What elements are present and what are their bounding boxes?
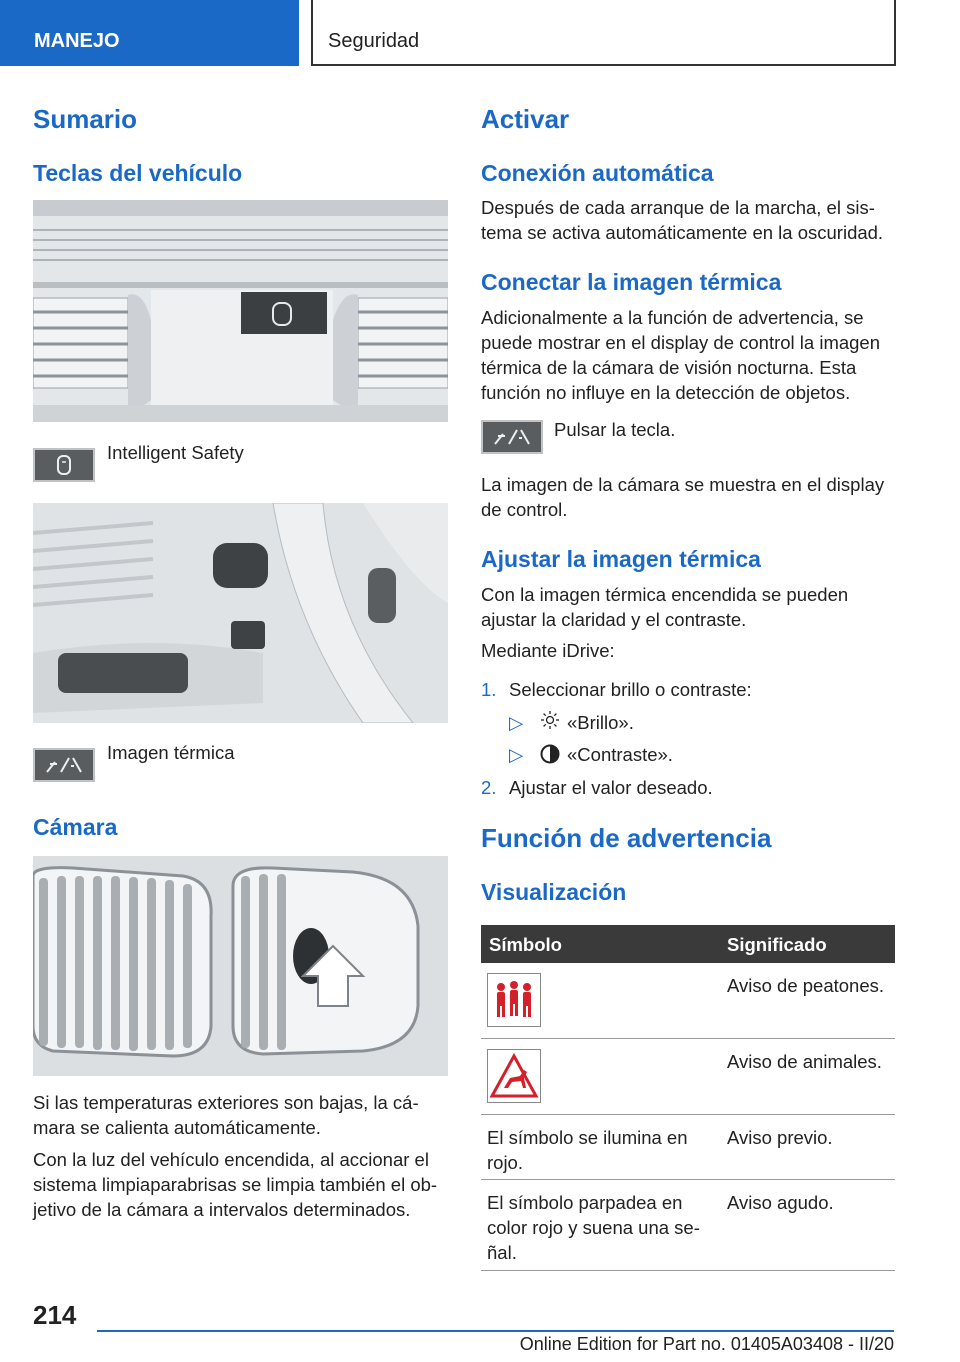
heading-camera: Cámara — [33, 814, 118, 840]
table-row — [481, 963, 895, 1039]
symbol-table — [481, 925, 895, 1271]
meaning-animal: Aviso de animales. — [727, 1051, 882, 1072]
step-1-number: 1. — [481, 679, 497, 700]
heading-warning-function: Función de advertencia — [481, 823, 772, 853]
substep-brightness: «Brillo». — [567, 712, 634, 733]
auto-connect-text: Después de cada arranque de la marcha, el sistema se activa automáticamente en la oscuridad. — [481, 197, 884, 243]
section-tab[interactable]: MANEJO — [0, 0, 299, 66]
table-header — [481, 925, 895, 963]
step-2-text: Ajustar el valor deseado. — [509, 777, 713, 798]
table-row — [481, 1039, 895, 1115]
page-title-sumario: Sumario — [33, 104, 138, 134]
display-text: La imagen de la cámara se muestra en el display de control. — [481, 474, 885, 520]
animal-warning-icon — [487, 1049, 541, 1103]
step-2-number: 2. — [481, 777, 497, 798]
page-number: 214 — [33, 1300, 77, 1330]
thermal-image-key-icon — [33, 748, 95, 782]
pedestrian-warning-icon — [487, 973, 541, 1027]
heading-vehicle-keys: Teclas del vehículo — [33, 160, 243, 186]
substep-contrast: «Contraste». — [567, 744, 673, 765]
heading-display: Visualización — [481, 879, 627, 905]
column-header-symbol: Símbolo — [489, 934, 562, 955]
heading-auto-connect: Conexión automática — [481, 160, 714, 186]
idrive-text: Mediante iDrive: — [481, 640, 615, 661]
heading-adjust-thermal: Ajustar la imagen térmica — [481, 546, 761, 572]
meaning-pre-warning: Aviso previo. — [727, 1127, 833, 1148]
meaning-pedestrian: Aviso de peatones. — [727, 975, 885, 996]
symbol-description: El símbolo parpadea en color rojo y suena una señal. — [487, 1192, 700, 1263]
dashboard-photo — [33, 200, 448, 422]
chapter-tab[interactable]: Seguridad — [311, 0, 896, 66]
camera-paragraph-1: Si las temperaturas exteriores son bajas, la cámara se calienta automáticamente. — [33, 1092, 419, 1138]
table-row — [481, 1115, 895, 1180]
key2-label: Imagen térmica — [107, 742, 235, 763]
intelligent-safety-key-icon — [33, 448, 95, 482]
contrast-icon — [540, 744, 560, 764]
thermal-key-icon — [481, 420, 543, 454]
steering-photo — [33, 503, 448, 723]
table-row — [481, 1180, 895, 1271]
symbol-description: El símbolo se ilumina en rojo. — [487, 1127, 688, 1173]
footer-divider — [97, 1330, 894, 1332]
adjust-thermal-text: Con la imagen térmica encendida se pueden ajustar la claridad y el contraste. — [481, 584, 849, 630]
column-header-meaning: Significado — [727, 934, 827, 955]
brightness-icon — [540, 710, 560, 730]
meaning-acute-warning: Aviso agudo. — [727, 1192, 834, 1213]
heading-connect-thermal: Conectar la imagen térmica — [481, 269, 782, 295]
camera-paragraph-2: Con la luz del vehículo encendida, al accionar el sistema limpiaparabrisas se limpia también el objetivo de la cámara a intervalos determinados. — [33, 1149, 438, 1220]
connect-thermal-text: Adicionalmente a la función de advertencia, se puede mostrar en el display de control la imagen térmica de la cámara de visión nocturna. Esta función no influye en la detección de objetos. — [481, 307, 881, 403]
substep-arrow-icon: ▷ — [509, 744, 524, 765]
grille-camera-photo — [33, 856, 448, 1076]
key1-label: Intelligent Safety — [107, 442, 244, 463]
press-key-text: Pulsar la tecla. — [554, 419, 676, 440]
step-1-text: Seleccionar brillo o contraste: — [509, 679, 752, 700]
footer-edition: Online Edition for Part no. 01405A03408 - II/20 — [519, 1334, 894, 1354]
header-tabs — [0, 0, 960, 66]
substep-arrow-icon: ▷ — [509, 712, 524, 733]
heading-activar: Activar — [481, 104, 570, 134]
